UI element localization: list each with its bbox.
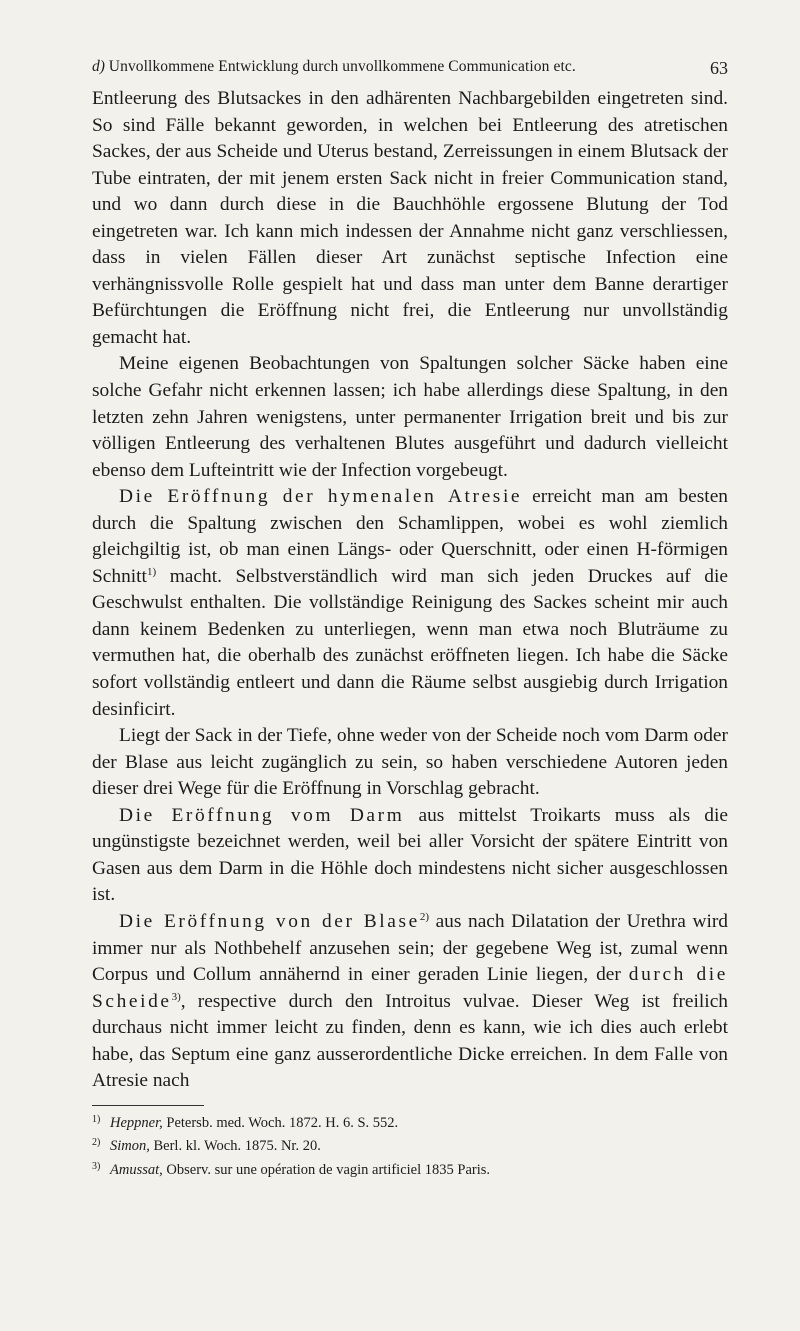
body-text	[92, 86, 728, 1095]
footnotes	[92, 1110, 728, 1181]
footnote-author: Heppner,	[110, 1114, 163, 1131]
paragraph-5	[92, 803, 728, 909]
paragraph-5-text: aus mittelst Troikarts muss als die ungünstigste bezeichnet werden, weil bei aller Vorsicht der spätere Eintritt von Gasen aus dem Darm in die Höhle doch mindestens nicht sicher ausgeschlossen ist.	[92, 804, 728, 906]
footnote-3: 3) Amussat, Observ. sur une opération de vagin artificiel 1835 Paris.	[92, 1160, 491, 1178]
paragraph-3	[92, 484, 728, 723]
paragraph-2: Meine eigenen Beobachtungen von Spaltungen solcher Säcke haben eine solche Gefahr nicht erkennen lassen; ich habe allerdings diese Spaltung, in den letzten zehn Jahren wenigstens, unter permanenter Irrigation breit und bis zur völligen Entleerung des verhaltenen Blutes ausgeführt und dadurch vielleicht ebenso dem Lufteintritt wie der Infection vorgebeugt.	[92, 353, 728, 481]
footnote-ref-1: 1)	[146, 565, 157, 578]
spaced-heading-darm: Die Eröffnung vom Darm	[119, 804, 405, 826]
paragraph-3-text-b: macht. Selbstverständlich wird man sich jeden Druckes auf die Geschwulst enthalten. Die vollständige Reinigung des Sackes scheint mir auch dann keinem Bedenken zu unterliegen, wenn man etwa noch Bluträume zu vermuthen hat, die oberhalb des zunächst eröffneten liegen. Ich habe die Säcke sofort vollständig entleert und dann die Räume selbst ausgiebig durch Irrigation desinficirt.	[92, 565, 728, 720]
paragraph-4: Liegt der Sack in der Tiefe, ohne weder von der Scheide noch vom Darm oder der Blase aus leicht zugänglich zu sein, so haben verschiedene Autoren jeden dieser drei Wege für die Eröffnung in Vorschlag gebracht.	[92, 725, 728, 800]
footnote-author: Simon,	[110, 1138, 150, 1155]
footnote-2: 2) Simon, Berl. kl. Woch. 1875. Nr. 20.	[92, 1137, 321, 1155]
paragraph-6-text-a: aus nach Dilatation der Urethra wird immer nur als Nothbehelf anzusehen sein; der gegebene Weg ist, zumal wenn Corpus und Collum annähernd in einer geraden Linie liegen, der	[92, 910, 728, 986]
page-number: 63	[710, 58, 728, 78]
spaced-heading-blase: Die Eröffnung von der Blase	[119, 910, 420, 932]
paragraph-6-text-b: , respective durch den Introitus vulvae. Dieser Weg ist freilich durchaus nicht immer leicht zu finden, denn es kann, wie ich dies auch erlebt habe, das Septum eine ganz ausserordentliche Dicke erreichen. In dem Falle von Atresie nach	[92, 990, 728, 1092]
footnote-1: 1) Heppner, Petersb. med. Woch. 1872. H. 6. S. 552.	[92, 1113, 399, 1131]
footnote-ref-2: 2)	[419, 910, 429, 923]
paragraph-6	[92, 909, 728, 1095]
running-title: Unvollkommene Entwicklung durch unvollkommene Communication etc.	[108, 58, 576, 75]
paragraph-1: Entleerung des Blutsackes in den adhärenten Nachbargebilden eingetreten sind. So sind Fälle bekannt geworden, in welchen bei Entleerung des atretischen Sackes, der aus Scheide und Uterus bestand, Zerreissungen in einem Blutsack der Tube eintraten, der mit jenem ersten Sack nicht in freier Communication stand, und wo dann durch diese in die Bauchhöhle ergossene Blutung der Tod eingetreten war. Ich kann mich indessen der Annahme nicht ganz verschliessen, dass in vielen Fällen dieser Art zunächst septische Infection eine verhängnissvolle Rolle gespielt hat und dass man unter dem Banne derartiger Befürchtungen die Eröffnung nicht frei, die Entleerung nur unvollständig gemacht hat.	[92, 88, 728, 348]
section-letter: d)	[92, 58, 105, 75]
paragraph-3-text-a: erreicht man am besten durch die Spaltung zwischen den Schamlippen, wobei es wohl ziemlich gleichgiltig ist, ob man einen Längs- oder Querschnitt, oder einen H-förmigen Schnitt	[92, 486, 728, 587]
footnote-author: Amussat,	[110, 1161, 163, 1178]
spaced-heading-scheide: durch die Scheide	[92, 964, 728, 1012]
spaced-heading-hymenal: Die Eröffnung der hymenalen Atresie	[119, 486, 523, 508]
book-page	[92, 58, 728, 1180]
footnote-ref-3: 3)	[171, 990, 181, 1003]
footnote-divider	[92, 1105, 204, 1106]
running-header	[92, 58, 728, 86]
